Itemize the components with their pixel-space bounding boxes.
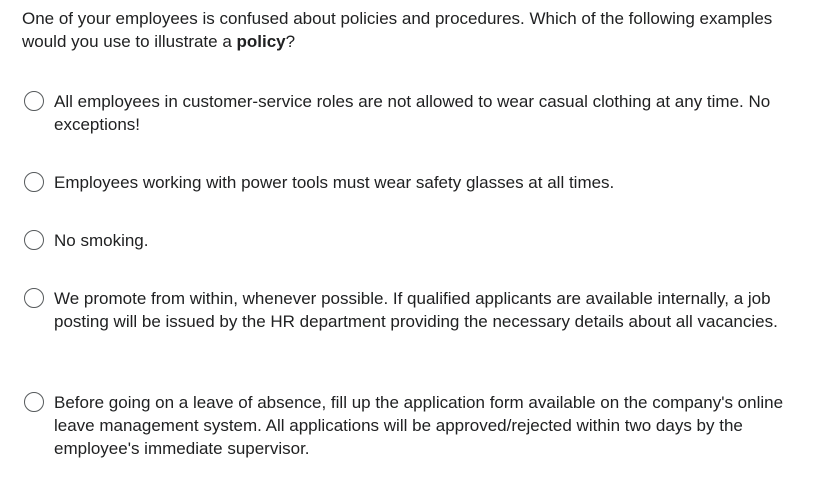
answer-option-label: No smoking. [54,231,149,250]
answer-option-label: We promote from within, whenever possible. If qualified applicants are available internally, a job posting will be issued by the HR department providing the necessary details about all vacancies. [54,289,778,331]
radio-button[interactable] [24,91,44,111]
question-text-before: One of your employees is confused about policies and procedures. Which of the following examples would you use to illustrate a [22,9,773,51]
radio-button[interactable] [24,392,44,412]
answer-option-5[interactable] [24,391,784,460]
question-text-after: ? [285,32,296,51]
radio-button[interactable] [24,172,44,192]
answer-option-2[interactable] [24,171,784,194]
answer-option-label: Employees working with power tools must wear safety glasses at all times. [54,173,615,192]
answer-option-3[interactable] [24,229,784,252]
question-emphasis: policy [236,32,286,51]
answer-option-4[interactable] [24,287,784,333]
radio-button[interactable] [24,288,44,308]
answer-option-label: All employees in customer-service roles are not allowed to wear casual clothing at any time. No exceptions! [54,92,771,134]
answer-option-label: Before going on a leave of absence, fill up the application form available on the company's online leave management system. All applications will be approved/rejected within two days by the employee's immediate supervisor. [54,393,784,458]
radio-button[interactable] [24,230,44,250]
answer-option-1[interactable] [24,90,784,136]
question-text [22,7,792,53]
